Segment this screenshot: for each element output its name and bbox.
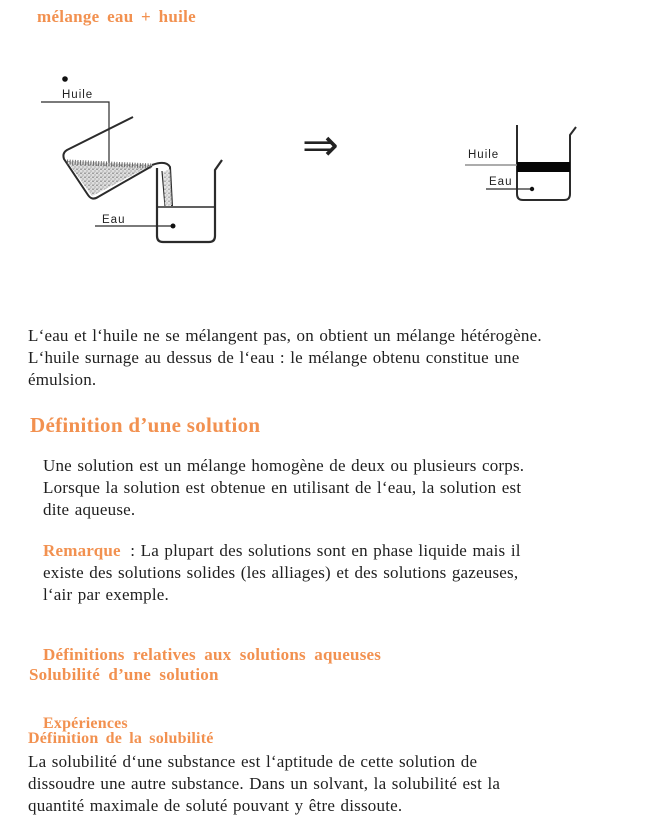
paragraph-line: Une solution est un mélange homogène de deux ou plusieurs corps. — [43, 456, 525, 475]
section-heading-solution-definition: Définition d’une solution — [30, 413, 261, 437]
result-water-leader-dot — [530, 187, 534, 191]
pouring-apparatus-figure — [41, 76, 222, 242]
remark-label: Remarque — [43, 541, 121, 560]
paragraph-line — [43, 540, 521, 562]
subheading-solubility-definition: Définition de la solubilité — [28, 730, 214, 747]
remark-text: La plupart des solutions sont en phase liquide mais il — [140, 541, 521, 560]
intro-paragraph — [28, 325, 542, 391]
oil-water-mixture-diagram — [30, 60, 640, 260]
paragraph-line: quantité maximale de soluté pouvant y être dissoute. — [28, 796, 403, 815]
paragraph-line: émulsion. — [28, 370, 97, 389]
paragraph-line: La solubilité d‘une substance est l‘aptitude de cette solution de — [28, 752, 478, 771]
solubility-paragraph — [28, 751, 500, 817]
oil-layer-band — [517, 162, 570, 172]
implies-arrow-icon: ⇒ — [302, 121, 339, 170]
paragraph-line: existe des solutions solides (les alliages) et des solutions gazeuses, — [43, 563, 519, 582]
paragraph-line: L‘eau et l‘huile ne se mélangent pas, on obtient un mélange hétérogène. — [28, 326, 542, 345]
water-label: Eau — [102, 214, 126, 226]
remark-paragraph — [43, 540, 521, 606]
page-title: mélange eau + huile — [37, 7, 196, 26]
subheading-definitions-aqueous: Définitions relatives aux solutions aqueuses — [43, 645, 382, 664]
paragraph-line: dite aqueuse. — [43, 500, 136, 519]
result-water-label: Eau — [489, 176, 513, 188]
paragraph-line: Lorsque la solution est obtenue en utilisant de l‘eau, la solution est — [43, 478, 522, 497]
subheading-solubility-of-solution: Solubilité d’une solution — [29, 665, 219, 684]
paragraph-line: l‘air par exemple. — [43, 585, 169, 604]
solution-definition-paragraph — [43, 455, 524, 521]
paragraph-line: dissoudre une autre substance. Dans un solvant, la solubilité est la — [28, 774, 501, 793]
result-beaker-figure — [465, 125, 576, 200]
dot-marker — [62, 76, 68, 82]
result-oil-label: Huile — [468, 149, 500, 161]
water-leader-dot — [171, 224, 176, 229]
remark-colon: : — [124, 541, 141, 560]
oil-label: Huile — [62, 89, 94, 101]
subheading-experiences: Expériences — [43, 715, 128, 732]
paragraph-line: L‘huile surnage au dessus de l‘eau : le mélange obtenu constitue une — [28, 348, 520, 367]
